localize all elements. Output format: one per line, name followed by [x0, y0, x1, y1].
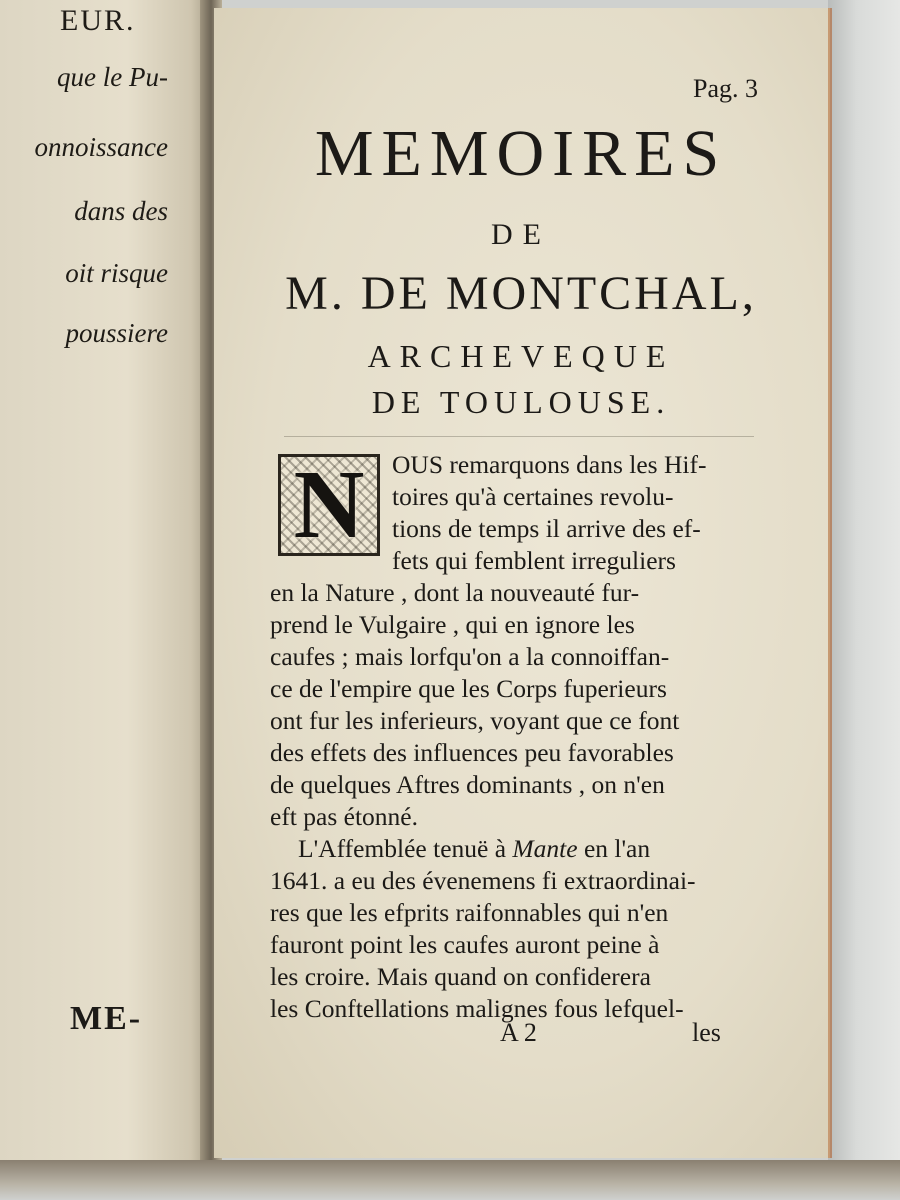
- title-rule: [284, 436, 754, 437]
- text-line: de quelques Aftres dominants , on n'en: [270, 770, 665, 799]
- text-line: res que les efprits raifonnables qui n'en: [270, 898, 669, 927]
- text-line: [298, 834, 650, 864]
- page-bottom-shadow: [0, 1160, 900, 1200]
- text-segment: L'Affemblée tenuë à: [298, 834, 513, 863]
- text-line: ont fur les inferieurs, voyant que ce font: [270, 706, 680, 735]
- page-number: Pag. 3: [693, 74, 758, 103]
- text-line: prend le Vulgaire , qui en ignore les: [270, 610, 635, 639]
- signature-mark: A 2: [500, 1018, 537, 1047]
- text-line: des effets des influences peu favorables: [270, 738, 674, 767]
- title-memoires: MEMOIRES: [314, 117, 728, 190]
- decorated-initial-letter: N: [293, 451, 365, 559]
- text-line: les Conftellations malignes fous lefquel-: [270, 994, 684, 1023]
- title-author: M. DE MONTCHAL,: [285, 267, 757, 320]
- left-page-line: onnoissance: [34, 132, 168, 162]
- text-line: OUS remarquons dans les Hif-: [392, 450, 707, 479]
- text-line: caufes ; mais lorfqu'on a la connoiffan-: [270, 642, 670, 671]
- text-line: 1641. a eu des évenemens fi extraordinai-: [270, 866, 696, 895]
- text-segment: en l'an: [577, 834, 651, 863]
- left-page-line: oit risque: [65, 258, 168, 288]
- text-line: les croire. Mais quand on confiderera: [270, 962, 651, 991]
- left-page-catchword: ME-: [70, 1000, 143, 1037]
- text-line: fauront point les caufes auront peine à: [270, 930, 660, 959]
- text-line: eft pas étonné.: [270, 802, 418, 831]
- left-page-line: dans des: [74, 196, 168, 226]
- text-line: toires qu'à certaines revolu-: [392, 482, 674, 511]
- left-page-line: que le Pu-: [57, 62, 168, 92]
- text-line: en la Nature , dont la nouveauté fur-: [270, 578, 640, 607]
- left-page-header: EUR.: [60, 4, 136, 37]
- title-see: DE TOULOUSE.: [371, 384, 671, 420]
- text-line: tions de temps il arrive des ef-: [392, 514, 701, 543]
- right-page: [214, 8, 828, 1158]
- decorated-initial: [278, 451, 380, 559]
- catchword: les: [692, 1018, 721, 1047]
- title-de: DE: [491, 218, 551, 251]
- background-surface: [828, 0, 900, 1200]
- text-line: fets qui femblent irreguliers: [392, 546, 676, 575]
- left-page-line: poussiere: [65, 318, 168, 348]
- title-office: ARCHEVEQUE: [367, 338, 675, 374]
- place-name: Mante: [512, 834, 578, 863]
- left-page: [0, 0, 212, 1165]
- text-line: ce de l'empire que les Corps fuperieurs: [270, 674, 667, 703]
